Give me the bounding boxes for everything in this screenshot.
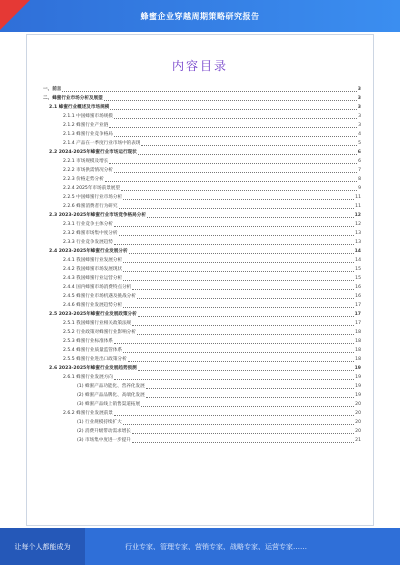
toc-entry[interactable] [43, 211, 361, 220]
toc-leader-dots [114, 379, 354, 380]
toc-entry[interactable] [43, 85, 361, 94]
toc-leader-dots [147, 217, 354, 218]
toc-page-number: 17 [355, 303, 361, 308]
toc-entry[interactable] [43, 166, 361, 175]
toc-page-number: 12 [354, 213, 361, 218]
corner-ribbon-decoration [0, 0, 30, 30]
toc-page-number: 19 [355, 393, 361, 398]
toc-entry-text: 2.5.1 我国蜂蜜行业相关政策法规 [63, 321, 132, 326]
toc-page-number: 15 [355, 276, 361, 281]
toc-entry-text: 2.4.1 我国蜂蜜行业发展分析 [63, 258, 123, 263]
toc-entry[interactable] [43, 382, 361, 391]
toc-leader-dots [123, 307, 354, 308]
toc-entry[interactable] [43, 229, 361, 238]
toc-entry-text: 2.4.5 蜂蜜行业市场机遇及挑战分析 [63, 294, 136, 299]
toc-page-number: 17 [354, 312, 361, 317]
toc-page-number: 20 [355, 411, 361, 416]
toc-leader-dots [123, 262, 354, 263]
toc-entry-text: 2.5.2 行业政策对蜂蜜行业影响分析 [63, 330, 136, 335]
toc-page-number: 3 [357, 96, 361, 101]
toc-page-number: 3 [357, 87, 361, 92]
toc-entry[interactable] [43, 256, 361, 265]
toc-entry-text: 2.4.4 国内蜂蜜市场消费特点分析 [63, 285, 132, 290]
toc-entry[interactable] [43, 391, 361, 400]
toc-entry-text: 2.1.1 中国蜂蜜市场规模 [63, 114, 113, 119]
toc-page-number: 18 [355, 330, 361, 335]
toc-leader-dots [114, 415, 354, 416]
toc-page-number: 19 [355, 384, 361, 389]
toc-entry-text: 2.1.3 蜂蜜行业竞争格局 [63, 132, 113, 137]
footer-tagline: 行业专家、管理专家、营销专家、战略专家、运营专家…… [125, 542, 307, 551]
report-title: 蜂蜜企业穿越周期策略研究报告 [140, 11, 260, 21]
toc-entry[interactable] [43, 175, 361, 184]
toc-leader-dots [62, 91, 356, 92]
toc-page-number: 19 [355, 375, 361, 380]
toc-leader-dots [132, 289, 354, 290]
footer-slogan-box [0, 528, 85, 565]
toc-page-number: 3 [358, 114, 361, 119]
toc-page-number: 18 [355, 357, 361, 362]
toc-leader-dots [146, 388, 354, 389]
toc-leader-dots [114, 118, 357, 119]
toc-leader-dots [146, 397, 354, 398]
toc-leader-dots [141, 406, 354, 407]
toc-leader-dots [138, 316, 354, 317]
toc-entry[interactable] [43, 121, 361, 130]
toc-entry[interactable] [43, 292, 361, 301]
toc-entry-text: 一、前言 [43, 87, 62, 92]
toc-entry[interactable] [43, 337, 361, 346]
toc-page-number: 21 [355, 438, 361, 443]
toc-page-number: 6 [358, 159, 361, 164]
toc-entry-text: 二、蜂蜜行业市场分析及展望 [43, 96, 103, 101]
toc-entry-text: 2.3 2023-2025年蜂蜜行业市场竞争格局分析 [49, 213, 146, 218]
toc-entry[interactable] [43, 238, 361, 247]
toc-entry-text: 2.2.1 市场规模及增长 [63, 159, 109, 164]
toc-entry-text: 2.2 2024-2025年蜂蜜行业市场运行现状 [49, 150, 137, 155]
report-header-bar [0, 0, 400, 32]
toc-page-number: 13 [355, 240, 361, 245]
toc-leader-dots [137, 298, 354, 299]
toc-page-number: 14 [354, 249, 361, 254]
toc-title: 内容目录 [171, 59, 228, 73]
toc-entry-text: 2.5.5 蜂蜜行业进出口政策分析 [63, 357, 127, 362]
toc-page-number: 4 [358, 132, 361, 137]
toc-entry-text: 2.5.4 蜂蜜行业质量监管体系 [63, 348, 123, 353]
toc-page-number: 5 [358, 141, 361, 146]
toc-entry-text: 2.1.2 蜂蜜行业产业链 [63, 123, 109, 128]
toc-entry[interactable] [43, 139, 361, 148]
toc-entry-text: 2.2.3 价格走势分析 [63, 177, 104, 182]
toc-page-number: 20 [355, 429, 361, 434]
toc-leader-dots [104, 100, 357, 101]
toc-page-number: 18 [355, 339, 361, 344]
toc-leader-dots [141, 145, 357, 146]
toc-leader-dots [110, 109, 357, 110]
toc-leader-dots [114, 226, 354, 227]
document-page [26, 34, 374, 526]
toc-entry[interactable] [43, 112, 361, 121]
toc-leader-dots [138, 154, 357, 155]
toc-page-number: 14 [355, 258, 361, 263]
toc-leader-dots [123, 280, 354, 281]
toc-page-number: 16 [355, 294, 361, 299]
toc-entry[interactable] [43, 283, 361, 292]
toc-entry-text: 2.6.2 蜂蜜行业发展前景 [63, 411, 113, 416]
toc-entry-text: 2.2.2 市场供需情况分析 [63, 168, 113, 173]
toc-page-number: 8 [358, 177, 361, 182]
toc-leader-dots [105, 181, 357, 182]
toc-entry[interactable] [43, 274, 361, 283]
toc-entry-text: 2.4 2023-2025年蜂蜜行业发展分析 [49, 249, 128, 254]
toc-entry[interactable] [43, 310, 361, 319]
toc-entry-text: 2.2.5 中国蜂蜜行业市场分析 [63, 195, 123, 200]
footer-slogan: 让每个人都能成为 [14, 542, 71, 551]
toc-leader-dots [119, 208, 355, 209]
toc-leader-dots [132, 325, 354, 326]
toc-leader-dots [123, 271, 354, 272]
toc-entry-text: 2.2.4 2025年市场前景展望 [63, 186, 120, 191]
toc-entry[interactable] [43, 193, 361, 202]
toc-entry-text: (1) 行业规模持续扩大 [77, 420, 122, 425]
toc-entry[interactable] [43, 436, 361, 445]
toc-page-number: 11 [355, 195, 361, 200]
toc-entry[interactable] [43, 400, 361, 409]
toc-entry-text: 2.6 2023-2025年蜂蜜行业发展趋势预测 [49, 366, 137, 371]
toc-entry[interactable] [43, 355, 361, 364]
toc-entry[interactable] [43, 184, 361, 193]
toc-entry[interactable] [43, 301, 361, 310]
toc-page-number: 16 [355, 285, 361, 290]
toc-leader-dots [109, 127, 357, 128]
toc-leader-dots [114, 172, 357, 173]
toc-entry[interactable] [43, 130, 361, 139]
toc-page-number: 15 [355, 267, 361, 272]
toc-leader-dots [123, 199, 354, 200]
toc-page-number: 18 [355, 348, 361, 353]
toc-leader-dots [128, 361, 354, 362]
toc-entry-text: 2.5 2023-2025年蜂蜜行业发展政策分析 [49, 312, 137, 317]
toc-leader-dots [114, 244, 354, 245]
toc-leader-dots [123, 424, 354, 425]
toc-entry-text: (2) 消费升级带动需求增长 [77, 429, 131, 434]
toc-page-number: 20 [355, 402, 361, 407]
toc-leader-dots [109, 163, 357, 164]
toc-entry-text: 2.5.3 蜂蜜行业标准体系 [63, 339, 113, 344]
toc-leader-dots [114, 343, 354, 344]
toc-entry-text: 2.4.6 蜂蜜行业发展趋势分析 [63, 303, 123, 308]
toc-page-number: 19 [354, 366, 361, 371]
toc-entry-text: 2.3.2 蜂蜜市场集中度分析 [63, 231, 118, 236]
toc-entry-text: (3) 蜂蜜产品线上销售渠道拓展 [77, 402, 141, 407]
toc-page-number: 3 [357, 105, 361, 110]
toc-entry[interactable] [43, 427, 361, 436]
toc-entry[interactable] [43, 373, 361, 382]
toc-entry-text: 2.6.1 蜂蜜行业发展方向 [63, 375, 113, 380]
toc-page-number: 12 [355, 222, 361, 227]
toc-entry-text: 2.1 蜂蜜行业概述及市场规模 [49, 105, 110, 110]
toc-entry-text: (3) 市场集中度进一步提升 [77, 438, 131, 443]
toc-page-number: 7 [358, 168, 361, 173]
toc-entry[interactable] [43, 157, 361, 166]
toc-entry-text: 2.4.2 我国蜂蜜市场发展现状 [63, 267, 123, 272]
toc-leader-dots [121, 190, 357, 191]
toc-leader-dots [132, 442, 354, 443]
footer-bar [0, 528, 400, 565]
toc-leader-dots [138, 370, 354, 371]
toc-page-number: 20 [355, 420, 361, 425]
toc-entry-text: 2.1.4 产品在一季度行业市场中的表现 [63, 141, 141, 146]
toc-leader-dots [129, 253, 354, 254]
toc-entry[interactable] [43, 94, 361, 103]
toc-entry[interactable] [43, 364, 361, 373]
toc-page-number: 11 [355, 204, 361, 209]
toc-entry-text: (2) 蜂蜜产品品牌化、高端化发展 [77, 393, 145, 398]
toc-page-number: 6 [357, 150, 361, 155]
toc-entry-text: 2.4.3 我国蜂蜜行业运营分析 [63, 276, 123, 281]
toc-page-number: 13 [355, 231, 361, 236]
toc-leader-dots [132, 433, 354, 434]
toc-page-number: 17 [355, 321, 361, 326]
toc-leader-dots [123, 352, 354, 353]
toc-entry[interactable] [43, 319, 361, 328]
toc-page-number: 9 [358, 186, 361, 191]
table-of-contents [43, 85, 361, 445]
toc-entry[interactable] [43, 220, 361, 229]
toc-entry-text: 2.2.6 蜂蜜消费者行为研究 [63, 204, 118, 209]
toc-leader-dots [114, 136, 357, 137]
toc-leader-dots [137, 334, 354, 335]
toc-entry[interactable] [43, 148, 361, 157]
toc-entry-text: (1) 蜂蜜产品功能化、营养化发展 [77, 384, 145, 389]
toc-entry[interactable] [43, 328, 361, 337]
toc-entry[interactable] [43, 247, 361, 256]
toc-entry-text: 2.3.1 行业竞争主体分析 [63, 222, 113, 227]
toc-entry[interactable] [43, 418, 361, 427]
toc-leader-dots [119, 235, 355, 236]
toc-entry[interactable] [43, 202, 361, 211]
toc-entry-text: 2.3.3 行业竞争发展趋势 [63, 240, 113, 245]
toc-entry[interactable] [43, 409, 361, 418]
toc-entry[interactable] [43, 265, 361, 274]
toc-entry[interactable] [43, 103, 361, 112]
toc-page-number: 3 [358, 123, 361, 128]
toc-entry[interactable] [43, 346, 361, 355]
